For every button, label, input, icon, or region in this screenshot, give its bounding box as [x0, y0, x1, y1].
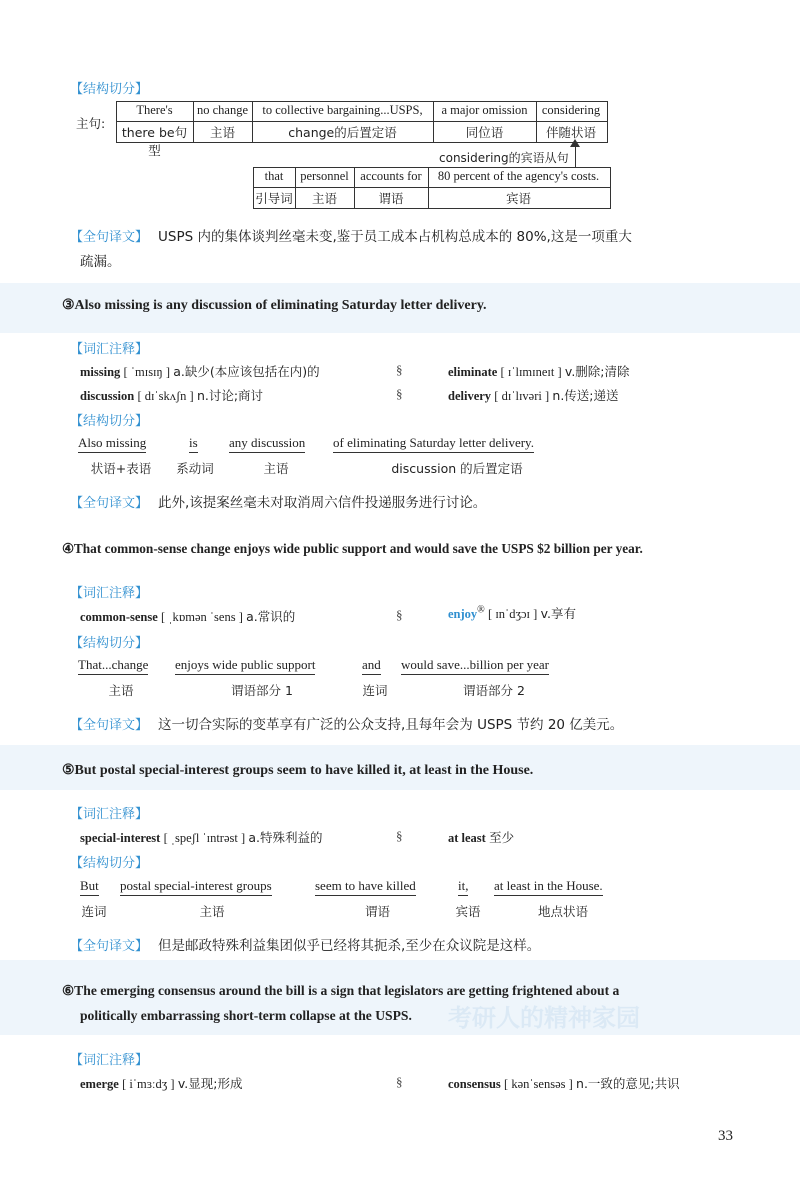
phonetic: [ ɪnˈdʒɔɪ ] — [488, 607, 538, 621]
translation-text: 但是邮政特殊利益集团似乎已经将其扼杀,至少在众议院是这样。 — [158, 938, 541, 954]
diagram-row1-text-2: to collective bargaining...USPS, — [262, 103, 423, 117]
translation-text: 这一切合实际的变革享有广泛的公众支持,且每年会为 USPS 节约 20 亿美元。 — [158, 717, 624, 733]
sentence-5-heading: ⑤But postal special-interest groups seem to have killed it, at least in the House. — [62, 763, 534, 778]
part-text: Also missing — [78, 435, 146, 453]
vocab-entry — [448, 1074, 680, 1092]
structure-tag: 【结构切分】 — [70, 636, 149, 651]
part-label: 地点状语 — [537, 904, 588, 919]
part-label: 系动词 — [176, 461, 214, 476]
vocab-tag: 【词汇注释】 — [70, 342, 149, 357]
part-text: seem to have killed — [315, 878, 416, 896]
translation-tag: 【全句译文】 — [70, 718, 149, 733]
part-text: That...change — [78, 657, 148, 675]
diagram-row2-text-3: 80 percent of the agency's costs. — [437, 169, 600, 183]
phonetic: [ iˈmɜːdʒ ] — [122, 1077, 175, 1091]
definition: a.常识的 — [246, 609, 296, 624]
part-label: 宾语 — [455, 904, 481, 919]
phonetic: [ ɪˈlɪmɪneɪt ] — [500, 365, 562, 379]
vocab-word: common-sense — [80, 610, 158, 624]
diagram-row1-text-0: There's — [136, 103, 173, 117]
vocab-entry — [80, 1074, 242, 1092]
vocab-tag: 【词汇注释】 — [70, 807, 149, 822]
page-number: 33 — [718, 1128, 733, 1144]
sentence-6-heading: ⑥The emerging consensus around the bill is a sign that legislators are getting frightened about a — [62, 983, 620, 998]
part-label: 谓语 — [364, 904, 390, 919]
vocab-tag: 【词汇注释】 — [70, 586, 149, 601]
diagram-row1-label-4: 伴随状语 — [545, 125, 596, 140]
vocab-entry — [448, 362, 630, 380]
structure-tag: 【结构切分】 — [70, 82, 149, 97]
diagram-row2-label-2: 谓语 — [378, 191, 404, 206]
part-label: 连词 — [81, 904, 107, 919]
definition: n.传送;递送 — [552, 388, 619, 403]
diagram-row1-text-3: a major omission — [441, 103, 528, 117]
separator-icon: § — [396, 1074, 403, 1089]
part-label: discussion 的后置定语 — [391, 461, 523, 476]
main-clause-label: 主句: — [76, 116, 106, 131]
part-text: of eliminating Saturday letter delivery. — [333, 435, 534, 453]
part-text: any discussion — [229, 435, 305, 453]
separator-icon: § — [396, 386, 403, 401]
vocab-entry — [80, 607, 295, 625]
diagram-row1-label-2: change的后置定语 — [288, 125, 397, 140]
separator-icon: § — [396, 607, 403, 622]
translation-text: 此外,该提案丝毫未对取消周六信件投递服务进行讨论。 — [158, 495, 487, 511]
vocab-entry — [80, 362, 320, 380]
part-text: would save...billion per year — [401, 657, 549, 675]
phonetic: [ dɪˈlɪvəri ] — [494, 389, 550, 403]
part-text: enjoys wide public support — [175, 657, 315, 675]
vocab-entry — [448, 604, 576, 622]
watermark-text: 考研人的精神家园 — [448, 1004, 640, 1032]
diagram-row1-label-3: 同位语 — [465, 125, 504, 140]
vocab-word-highlight: enjoy — [448, 607, 478, 621]
vocab-word: special-interest — [80, 831, 161, 845]
frequency-badge: ® — [477, 604, 485, 616]
vocab-entry — [448, 828, 514, 846]
part-text: postal special-interest groups — [120, 878, 272, 896]
translation-tag: 【全句译文】 — [70, 496, 149, 511]
diagram-row2-label-0: 引导词 — [255, 191, 293, 206]
structure-tag: 【结构切分】 — [70, 856, 149, 871]
part-label: 主语 — [108, 683, 134, 698]
arrow-up-icon — [570, 139, 580, 147]
phonetic: [ ˈmɪsɪŋ ] — [123, 365, 171, 379]
part-label: 主语 — [199, 904, 225, 919]
phonetic: [ kənˈsensəs ] — [504, 1077, 573, 1091]
definition: a.缺少(本应该包括在内)的 — [173, 364, 320, 379]
definition: v.删除;清除 — [564, 364, 630, 379]
vocab-entry — [80, 386, 263, 404]
vocab-entry — [448, 386, 619, 404]
part-label: 连词 — [362, 683, 388, 698]
part-text: and — [362, 657, 381, 675]
definition: n.一致的意见;共识 — [576, 1076, 680, 1091]
definition: n.讨论;商讨 — [196, 388, 264, 403]
translation-line-1: USPS 内的集体谈判丝毫未变,鉴于员工成本占机构总成本的 80%,这是一项重大 — [158, 229, 632, 245]
sentence-3-heading: ③Also missing is any discussion of eliminating Saturday letter delivery. — [62, 298, 487, 313]
vocab-word: delivery — [448, 389, 492, 403]
vocab-entry — [80, 828, 323, 846]
translation-tag: 【全句译文】 — [70, 230, 149, 245]
translation-tag: 【全句译文】 — [70, 939, 149, 954]
separator-icon: § — [396, 828, 403, 843]
part-label: 谓语部分 1 — [231, 683, 293, 698]
sentence-4-heading: ④That common-sense change enjoys wide public support and would save the USPS $2 billion per year. — [62, 541, 643, 556]
vocab-word: consensus — [448, 1077, 501, 1091]
part-text: is — [189, 435, 198, 453]
separator-icon: § — [396, 362, 403, 377]
part-label: 状语+表语 — [90, 461, 152, 476]
vocab-word: discussion — [80, 389, 135, 403]
diagram-row1-label-1: 主语 — [209, 125, 235, 140]
phonetic: [ ˌkɒmən ˈsens ] — [161, 610, 243, 624]
vocab-word: missing — [80, 365, 121, 379]
definition: v.显现;形成 — [177, 1076, 243, 1091]
diagram-row2-text-2: accounts for — [360, 169, 422, 183]
sentence-6-heading-cont: politically embarrassing short-term collapse at the USPS. — [80, 1008, 412, 1023]
vocab-tag: 【词汇注释】 — [70, 1053, 149, 1068]
diagram-row2-label-1: 主语 — [311, 191, 337, 206]
vocab-word: eliminate — [448, 365, 498, 379]
diagram-row2-label-3: 宾语 — [505, 191, 531, 206]
phonetic: [ ˌspeʃl ˈɪntrəst ] — [163, 831, 246, 845]
phonetic: [ dɪˈskʌʃn ] — [137, 389, 194, 403]
definition: 至少 — [489, 830, 515, 845]
diagram-row1-text-1: no change — [196, 103, 249, 117]
definition: v.享有 — [540, 606, 576, 621]
part-label: 主语 — [263, 461, 289, 476]
definition: a.特殊利益的 — [248, 830, 323, 845]
part-text: it, — [458, 878, 468, 896]
diagram-row2-text-0: that — [264, 169, 284, 183]
structure-tag: 【结构切分】 — [70, 414, 149, 429]
diagram-row2-text-1: personnel — [300, 169, 349, 183]
part-text: But — [80, 878, 99, 896]
diagram-row1-text-4: considering — [541, 103, 601, 117]
connector-label: considering的宾语从句 — [439, 151, 569, 165]
part-text: at least in the House. — [494, 878, 603, 896]
part-label: 谓语部分 2 — [463, 683, 525, 698]
connector-line — [575, 146, 576, 168]
vocab-word: at least — [448, 831, 486, 845]
translation-line-2: 疏漏。 — [80, 254, 121, 270]
vocab-word: emerge — [80, 1077, 119, 1091]
diagram-row1-label-0: there be句型 — [121, 125, 188, 158]
